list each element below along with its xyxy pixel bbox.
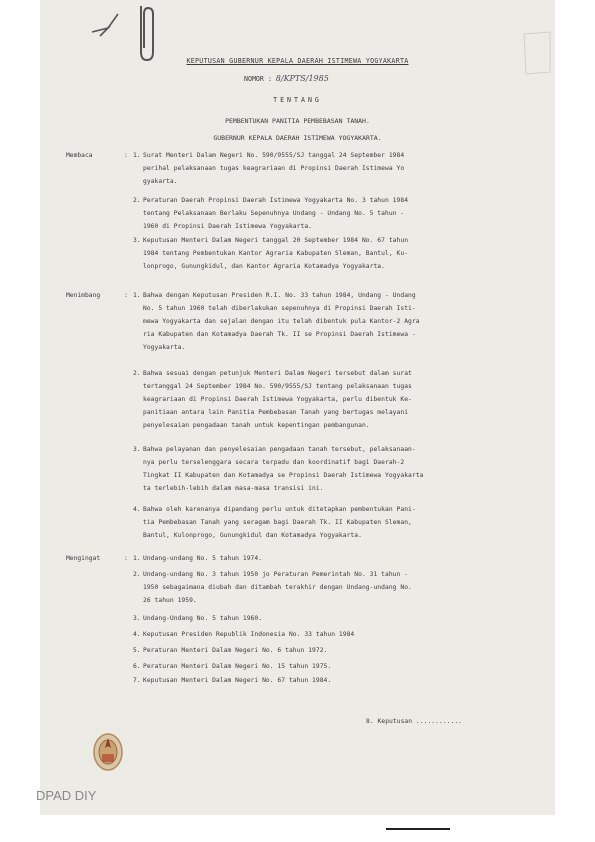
nomor-line	[244, 74, 329, 83]
item-text-line: mewa Yogyakarta dan sejalan dengan itu telah dibentuk pula Kantor-2 Agra	[143, 318, 420, 325]
item-text-line: Peraturan Menteri Dalam Negeri No. 15 tahun 1975.	[143, 663, 332, 670]
item-number: 3.	[133, 237, 141, 244]
section-colon: :	[124, 555, 128, 562]
item-number: 6.	[133, 663, 141, 670]
document-page	[40, 0, 555, 815]
item-number: 3.	[133, 615, 141, 622]
section-label: Mengingat	[66, 555, 101, 562]
dpad-seal-logo	[90, 728, 126, 778]
item-number: 1.	[133, 152, 141, 159]
item-text-line: Surat Menteri Dalam Negeri No. 590/9555/SJ tanggal 24 September 1984	[143, 152, 405, 159]
item-number: 2.	[133, 370, 141, 377]
nomor-label: NOMOR :	[244, 75, 272, 83]
item-number: 2.	[133, 571, 141, 578]
document-title: KEPUTUSAN GUBERNUR KEPALA DAERAH ISTIMEWA YOGYAKARTA	[186, 57, 409, 65]
item-text-line: Undang-undang No. 5 tahun 1974.	[143, 555, 263, 562]
item-number: 4.	[133, 506, 141, 513]
item-number: 5.	[133, 647, 141, 654]
item-number: 2.	[133, 197, 141, 204]
item-text-line: Bahwa oleh karenanya dipandang perlu untuk ditetapkan pembentukan Pani-	[143, 506, 416, 513]
item-text-line: Tingkat II Kabupaten dan Kotamadya se Propinsi Daerah Istimewa Yogyakarta	[143, 472, 424, 479]
pen-mark-icon	[88, 10, 128, 40]
item-text-line: tentang Pelaksanaan Berlaku Sepenuhnya Undang - Undang No. 5 tahun -	[143, 210, 405, 217]
watermark-text: DPAD DIY	[36, 788, 97, 803]
item-number: 4.	[133, 631, 141, 638]
item-number: 7.	[133, 677, 141, 684]
item-text-line: Undang-undang No. 3 tahun 1950 jo Peraturan Pemerintah No. 31 tahun -	[143, 571, 409, 578]
item-text-line: perihal pelaksanaan tugas keagrariaan di Propinsi Daerah Istimewa Yo	[143, 165, 405, 172]
item-text-line: ta terlebih-lebih dalam masa-masa transisi ini.	[143, 485, 324, 492]
item-text-line: gyakarta.	[143, 178, 178, 185]
item-text-line: Bahwa dengan Keputusan Presiden R.I. No. 33 tahun 1984, Undang - Undang	[143, 292, 416, 299]
item-text-line: 1960 di Propinsi Daerah Istimewa Yogyakarta.	[143, 223, 313, 230]
item-number: 1.	[133, 555, 141, 562]
item-text-line: penyelesaian pengadaan tanah untuk kepentingan pembangunan.	[143, 422, 370, 429]
section-label: Menimbang	[66, 292, 101, 299]
section-label: Membaca	[66, 152, 93, 159]
item-text-line: Yogyakarta.	[143, 344, 186, 351]
item-text-line: Bahwa sesuai dengan petunjuk Menteri Dalam Negeri tersebut dalam surat	[143, 370, 412, 377]
item-text-line: Keputusan Menteri Dalam Negeri tanggal 20 September 1984 No. 67 tahun	[143, 237, 409, 244]
item-text-line: Peraturan Daerah Propinsi Daerah Istimewa Yogyakarta No. 3 tahun 1984	[143, 197, 409, 204]
item-text-line: 26 tahun 1959.	[143, 597, 197, 604]
item-text-line: Bahwa pelayanan dan penyelesaian pengadaan tanah tersebut, pelaksanaan-	[143, 446, 416, 453]
item-text-line: lonprogo, Gunungkidul, dan Kantor Agraria Kotamadya Yogyakarta.	[143, 263, 385, 270]
authority-line: GUBERNUR KEPALA DAERAH ISTIMEWA YOGYAKARTA.	[213, 134, 382, 142]
item-text-line: 1950 sebagaimana diubah dan ditambah terakhir dengan Undang-undang No.	[143, 584, 412, 591]
item-text-line: Peraturan Menteri Dalam Negeri No. 6 tahun 1972.	[143, 647, 328, 654]
tentang-heading: TENTANG	[273, 96, 322, 104]
item-text-line: 1984 tentang Pembentukan Kantor Agraria Kabupaten Sleman, Bantul, Ku-	[143, 250, 409, 257]
section-colon: :	[124, 292, 128, 299]
item-text-line: tertanggal 24 September 1984 No. 590/9555/SJ tentang pelaksanaan tugas	[143, 383, 412, 390]
item-text-line: Undang-Undang No. 5 tahun 1960.	[143, 615, 263, 622]
section-colon: :	[124, 152, 128, 159]
item-text-line: keagrariaan di Propinsi Daerah Istimewa Yogyakarta, perlu dibentuk Ke-	[143, 396, 412, 403]
item-number: 1.	[133, 292, 141, 299]
item-text-line: Bantul, Kulonprogo, Gunungkidul dan Kotamadya Yogyakarta.	[143, 532, 362, 539]
continuation-note: 8. Keputusan ............	[366, 718, 463, 725]
faded-stamp-mark	[520, 28, 554, 78]
paper-clip-icon	[135, 4, 159, 62]
item-text-line: ria Kabupaten dan Kotamadya Daerah Tk. II se Propinsi Daerah Istimewa -	[143, 331, 416, 338]
subject-line: PEMBENTUKAN PANITIA PEMBEBASAN TANAH.	[225, 117, 370, 125]
item-number: 3.	[133, 446, 141, 453]
item-text-line: Keputusan Presiden Republik Indonesia No. 33 tahun 1984	[143, 631, 355, 638]
nomor-handwritten-value: 8/KPTS/1985	[275, 74, 329, 83]
item-text-line: Keputusan Menteri Dalam Negeri No. 67 tahun 1984.	[143, 677, 332, 684]
page-underline-mark	[386, 828, 450, 830]
item-text-line: No. 5 tahun 1960 telah diberlakukan sepenuhnya di Propinsi Daerah Isti-	[143, 305, 416, 312]
item-text-line: nya perlu terselenggara secara terpadu dan koordinatif bagi Daerah-2	[143, 459, 405, 466]
item-text-line: tia Pembebasan Tanah yang seragam bagi Daerah Tk. II Kabupaten Sleman,	[143, 519, 412, 526]
item-text-line: panitiaan antara lain Panitia Pembebasan Tanah yang bertugas melayani	[143, 409, 409, 416]
